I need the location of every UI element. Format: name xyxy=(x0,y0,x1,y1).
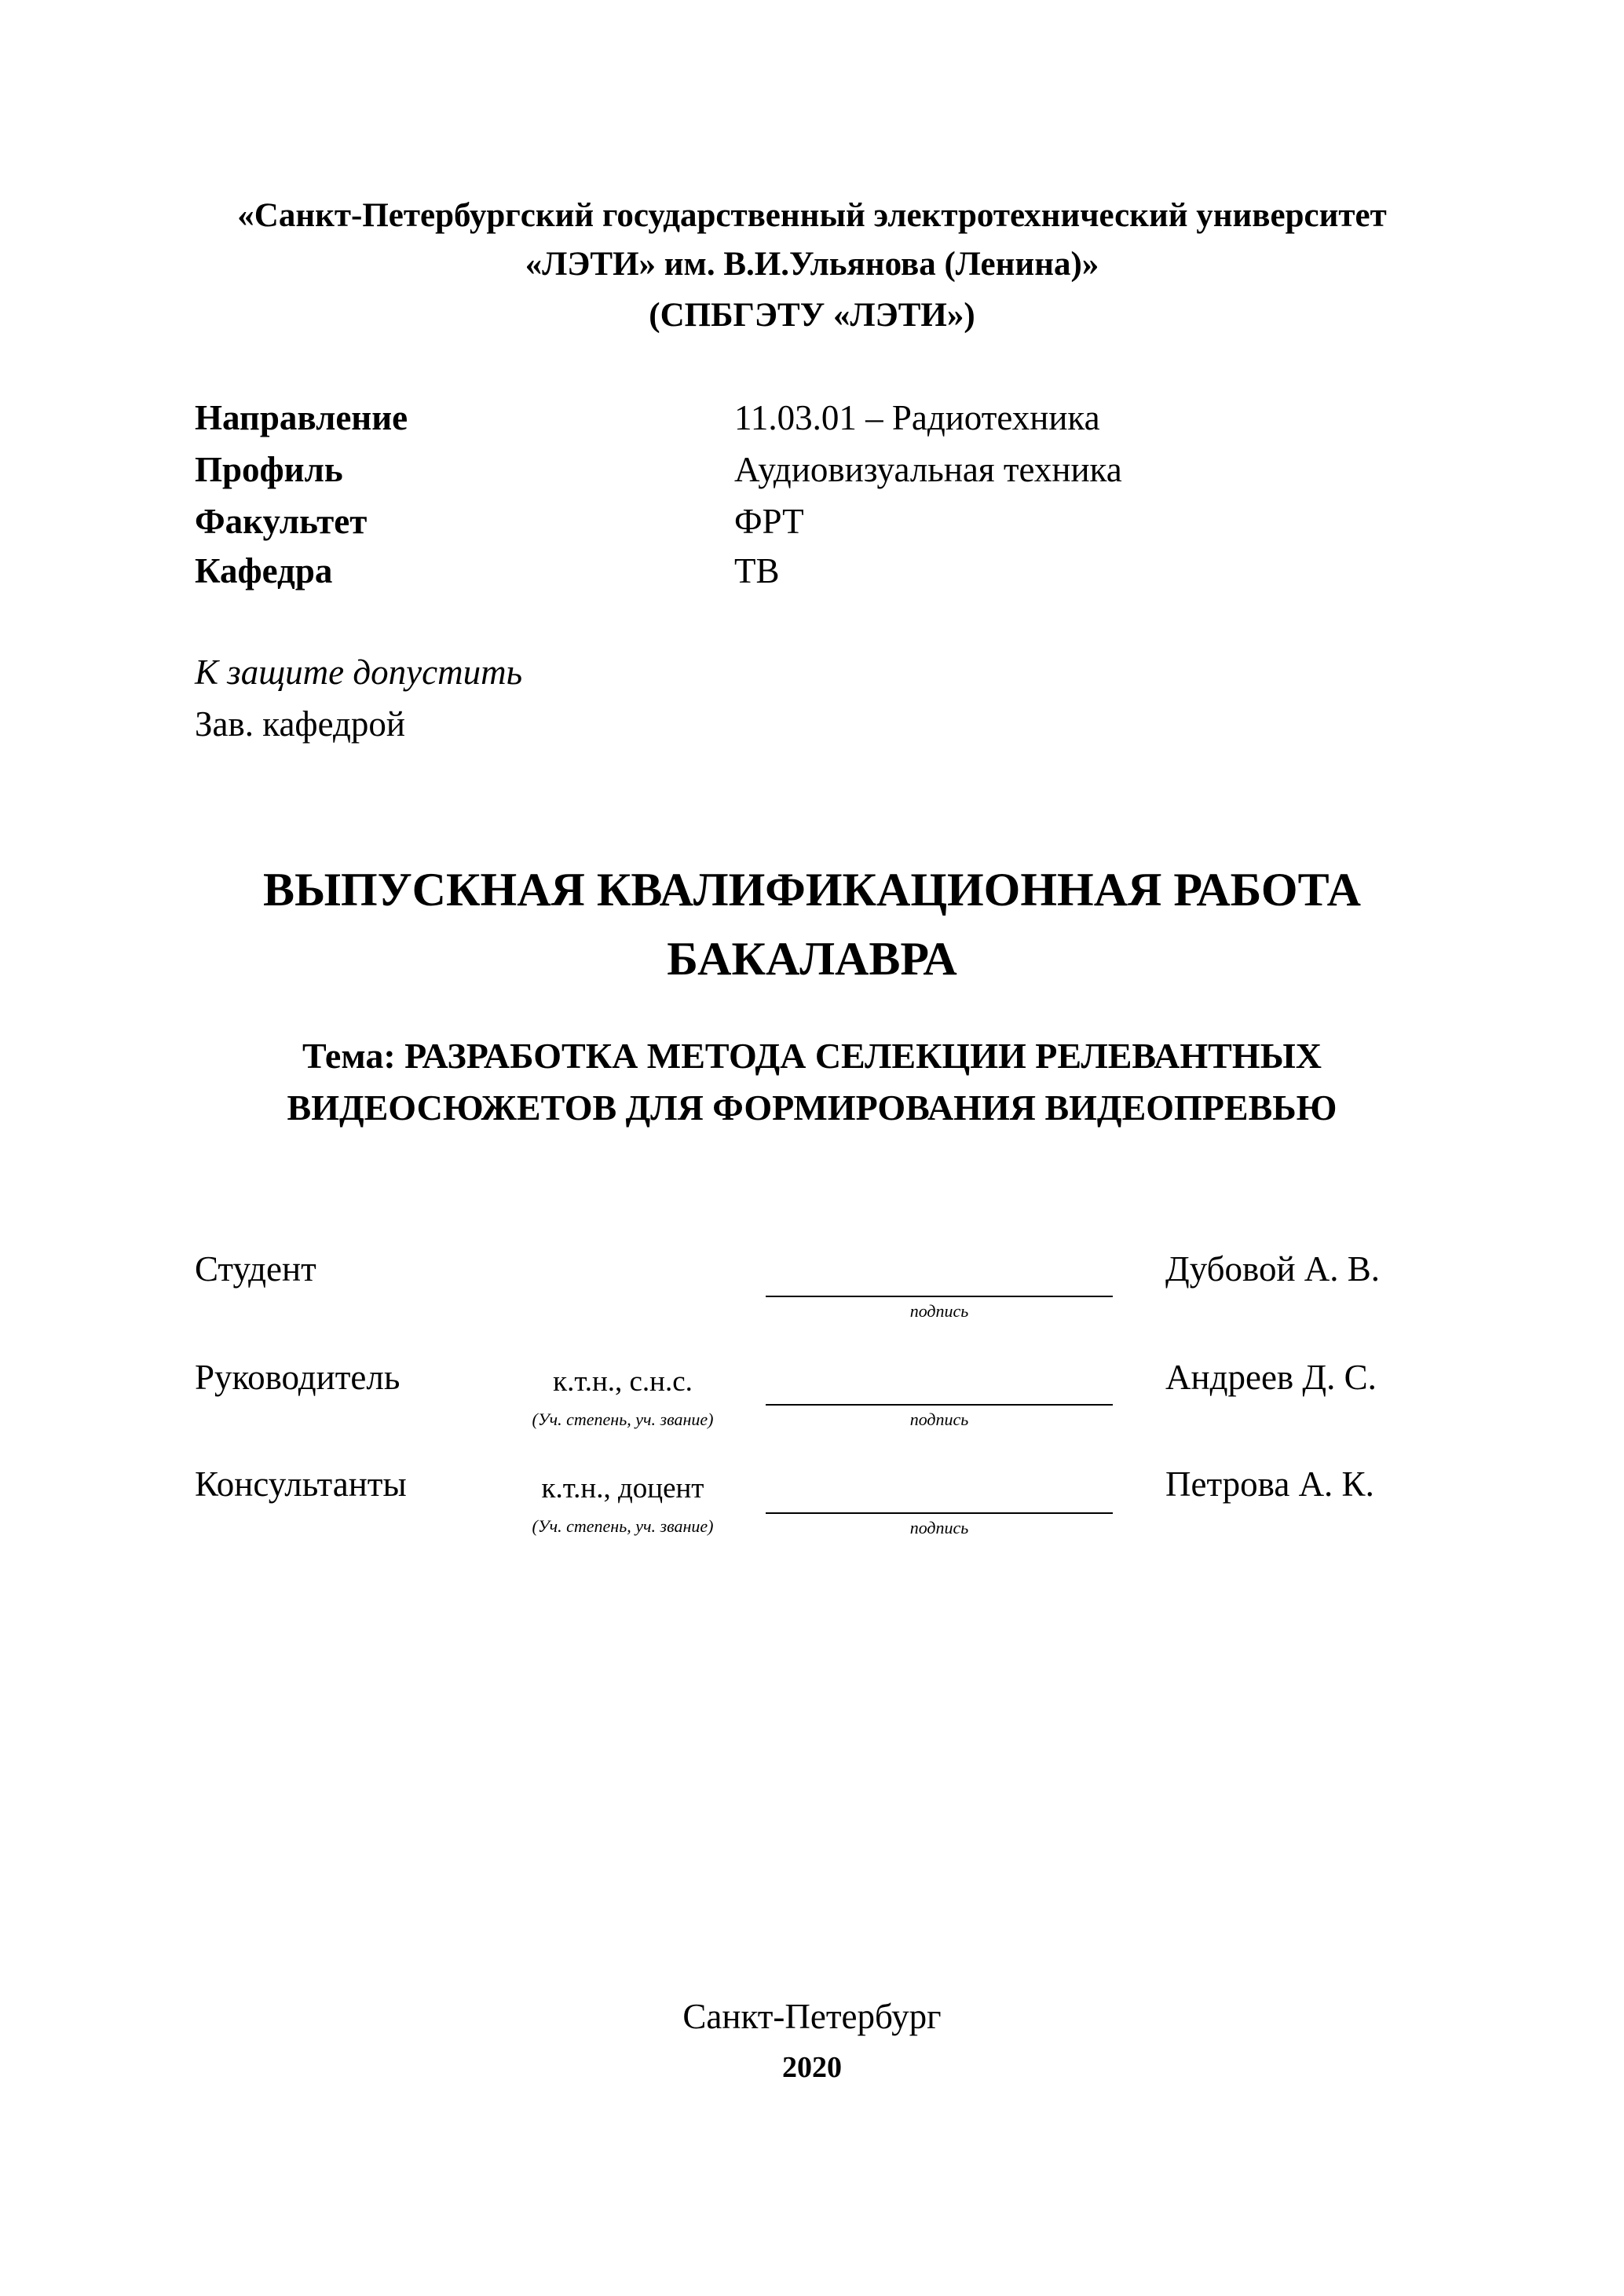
info-label-department: Кафедра xyxy=(195,551,333,590)
year: 2020 xyxy=(782,2051,842,2084)
signature-caption-student: подпись xyxy=(909,1301,969,1321)
signature-caption-supervisor: подпись xyxy=(909,1409,969,1429)
signature-name-supervisor: Андреев Д. С. xyxy=(1165,1358,1377,1397)
city: Санкт-Петербург xyxy=(682,1997,942,2036)
document-title-line-1: ВЫПУСКНАЯ КВАЛИФИКАЦИОННАЯ РАБОТА xyxy=(263,864,1361,916)
signature-caption-consultants: подпись xyxy=(909,1518,969,1537)
info-value-direction: 11.03.01 – Радиотехника xyxy=(734,398,1100,437)
university-name-line-2: «ЛЭТИ» им. В.И.Ульянова (Ленина)» xyxy=(525,246,1099,283)
signature-rank-supervisor: к.т.н., с.н.с. xyxy=(553,1366,693,1398)
signature-line-consultants xyxy=(766,1512,1113,1514)
signature-role-student: Студент xyxy=(195,1249,316,1289)
info-label-profile: Профиль xyxy=(195,450,343,489)
university-name-line-1: «Санкт-Петербургский государственный электротехнический университет xyxy=(237,197,1387,234)
head-of-department-line: Зав. кафедрой xyxy=(195,704,405,744)
signature-rank-caption-supervisor: (Уч. степень, уч. звание) xyxy=(532,1409,714,1429)
info-label-faculty: Факультет xyxy=(195,502,368,541)
signature-role-supervisor: Руководитель xyxy=(195,1358,401,1397)
signature-name-student: Дубовой А. В. xyxy=(1165,1249,1381,1289)
document-title-line-2: БАКАЛАВРА xyxy=(667,933,957,985)
info-label-direction: Направление xyxy=(195,398,408,437)
approval-line: К защите допустить xyxy=(195,653,523,692)
signature-rank-consultants: к.т.н., доцент xyxy=(541,1472,704,1504)
topic-line-2: ВИДЕОСЮЖЕТОВ ДЛЯ ФОРМИРОВАНИЯ ВИДЕОПРЕВЬЮ xyxy=(287,1088,1337,1128)
signature-rank-caption-consultants: (Уч. степень, уч. звание) xyxy=(532,1516,714,1536)
topic-line-1: Тема: РАЗРАБОТКА МЕТОДА СЕЛЕКЦИИ РЕЛЕВАНТНЫХ xyxy=(302,1036,1322,1076)
signature-role-consultants: Консультанты xyxy=(195,1464,407,1504)
university-abbreviation: (СПБГЭТУ «ЛЭТИ») xyxy=(649,297,975,334)
info-value-department: ТВ xyxy=(734,551,780,590)
signature-line-supervisor xyxy=(766,1404,1113,1406)
signature-name-consultants: Петрова А. К. xyxy=(1165,1464,1374,1504)
info-value-faculty: ФРТ xyxy=(734,502,804,541)
signature-line-student xyxy=(766,1296,1113,1297)
info-value-profile: Аудиовизуальная техника xyxy=(734,450,1122,489)
